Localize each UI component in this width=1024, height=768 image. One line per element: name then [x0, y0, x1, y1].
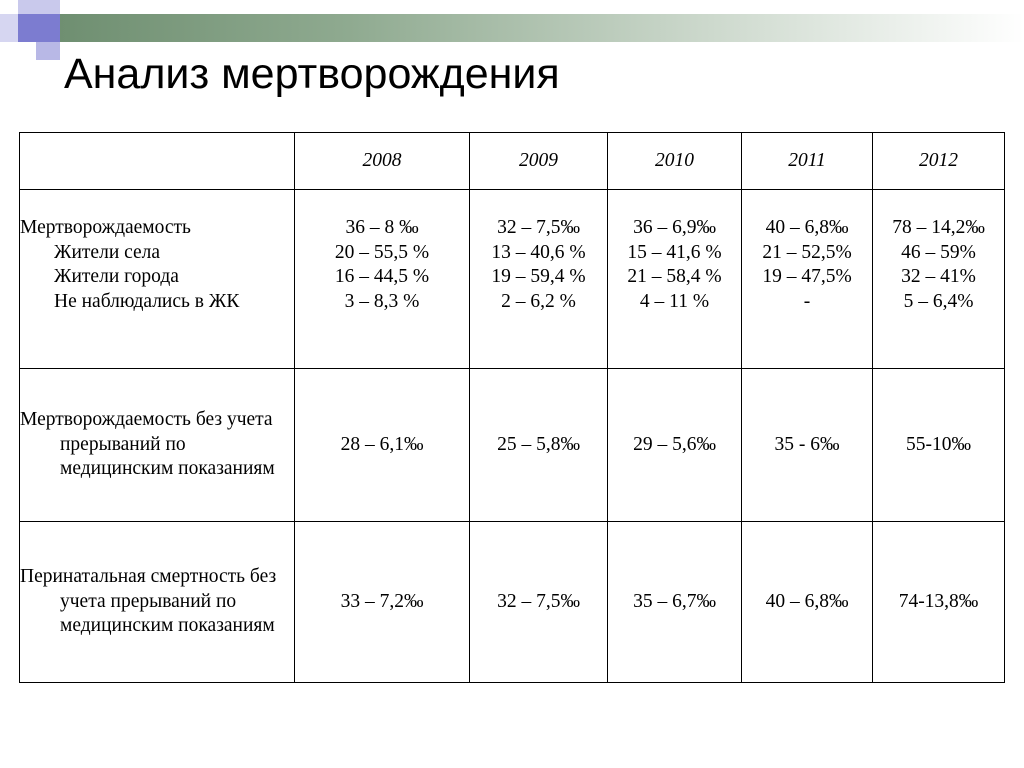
cell-line: 5 – 6,4%: [903, 290, 974, 312]
row-label: [20, 190, 295, 369]
table-cell: 29 – 5,6‰: [608, 369, 742, 522]
cell-line: -: [803, 290, 811, 312]
header-empty-cell: [20, 133, 295, 190]
table-cell: [608, 190, 742, 369]
cell-line: 19 – 47,5%: [762, 266, 852, 287]
year-header: 2011: [742, 133, 873, 190]
header-row: [20, 133, 1005, 190]
cell-line: 32 – 7,5‰: [497, 217, 580, 238]
cell-line: 3 – 8,3 %: [344, 290, 420, 312]
table-cell: 35 – 6,7‰: [608, 522, 742, 683]
page-title: Анализ мертворождения: [64, 50, 560, 98]
table-cell: 55-10‰: [873, 369, 1005, 522]
row-sublabel: Жители села: [54, 241, 161, 263]
year-header: 2010: [608, 133, 742, 190]
table-cell: 32 – 7,5‰: [470, 522, 608, 683]
row-label-main: Мертворождаемость: [20, 217, 191, 238]
row-label: [20, 369, 295, 522]
year-header: 2009: [470, 133, 608, 190]
year-header: 2008: [295, 133, 470, 190]
cell-line: 13 – 40,6 %: [491, 241, 586, 263]
table-cell: 40 – 6,8‰: [742, 522, 873, 683]
year-header: 2012: [873, 133, 1005, 190]
decoration-square: [18, 0, 60, 14]
cell-line: 20 – 55,5 %: [334, 241, 430, 263]
table-cell: [295, 190, 470, 369]
decoration-square: [0, 14, 18, 42]
table-cell: [742, 190, 873, 369]
cell-line: 21 – 58,4 %: [627, 266, 722, 287]
cell-line: 16 – 44,5 %: [334, 266, 430, 287]
cell-line: 19 – 59,4 %: [491, 266, 586, 287]
title-decoration-band: [60, 14, 1024, 42]
cell-line: 36 – 8 ‰: [345, 217, 419, 238]
row-sublabel: Жители города: [54, 266, 179, 287]
table-row: [20, 369, 1005, 522]
cell-line: 36 – 6,9‰: [633, 217, 716, 238]
row-label: [20, 522, 295, 683]
cell-line: 21 – 52,5%: [762, 241, 852, 263]
table-cell: 25 – 5,8‰: [470, 369, 608, 522]
table-cell: 35 - 6‰: [742, 369, 873, 522]
stillbirth-table: [19, 132, 1005, 683]
cell-line: 40 – 6,8‰: [765, 217, 849, 238]
table-row: [20, 190, 1005, 369]
decoration-square: [18, 14, 60, 42]
table-cell: [873, 190, 1005, 369]
table-cell: [470, 190, 608, 369]
cell-line: 32 – 41%: [901, 266, 976, 287]
row-label-text: Перинатальная смертность без учета прерываний по медицинским показаниям: [20, 566, 277, 637]
cell-line: 78 – 14,2‰: [892, 217, 985, 238]
cell-line: 2 – 6,2 %: [501, 290, 576, 312]
cell-line: 4 – 11 %: [639, 290, 710, 312]
cell-line: 46 – 59%: [901, 241, 976, 263]
row-label-text: Мертворождаемость без учета прерываний по медицинским показаниям: [20, 409, 275, 480]
row-sublabel: Не наблюдались в ЖК: [54, 290, 240, 312]
cell-line: 15 – 41,6 %: [627, 241, 722, 263]
table-cell: 74-13,8‰: [873, 522, 1005, 683]
table-cell: 28 – 6,1‰: [295, 369, 470, 522]
table-row: [20, 522, 1005, 683]
decoration-square: [36, 42, 60, 60]
table-cell: 33 – 7,2‰: [295, 522, 470, 683]
